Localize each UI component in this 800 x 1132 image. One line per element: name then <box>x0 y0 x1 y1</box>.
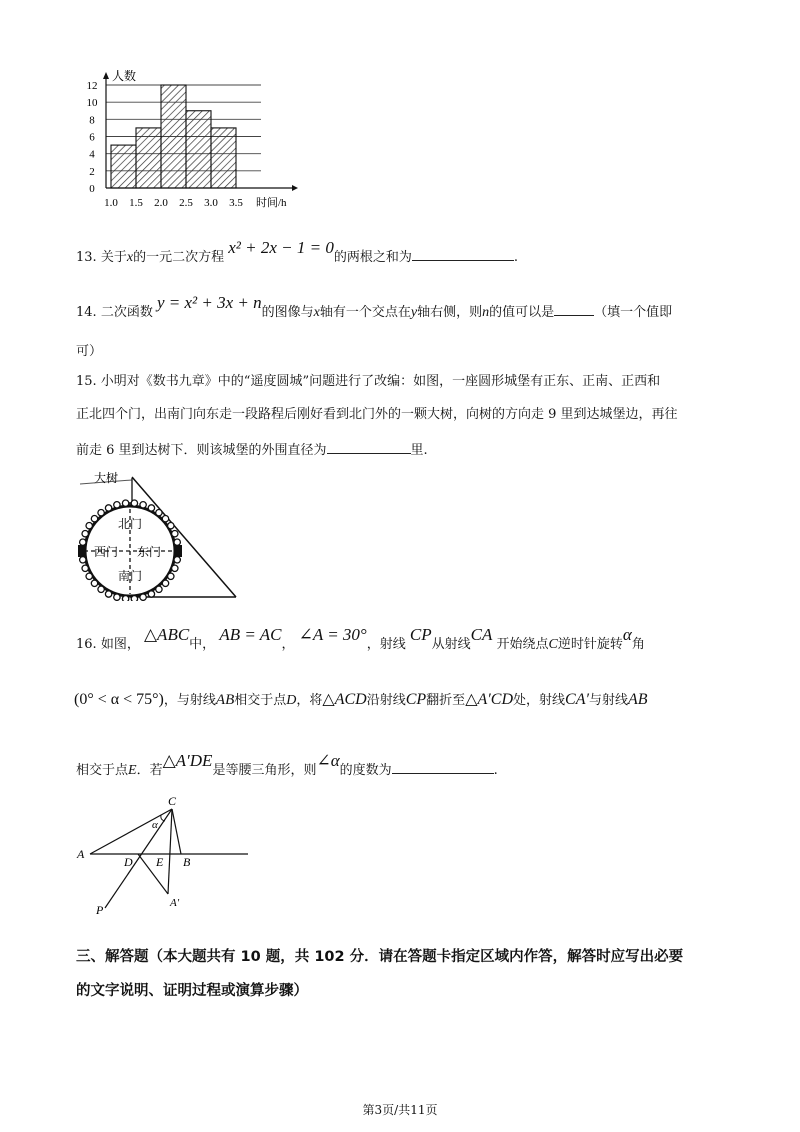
x-tick-label: 1.0 <box>104 197 118 209</box>
label-south-gate: 南门 <box>118 569 143 583</box>
y-tick-label: 6 <box>89 131 95 144</box>
wall-bead <box>91 580 97 586</box>
wall-bead <box>131 500 137 506</box>
wall-bead <box>98 586 104 592</box>
unit: 里. <box>410 443 428 458</box>
wall-bead <box>91 516 97 522</box>
page-footer: 第3页/共11页 <box>362 1103 438 1117</box>
answer-blank <box>554 303 594 316</box>
section-3-heading-line-2: 的文字说明、证明过程或演算步骤） <box>76 983 308 999</box>
period: . <box>493 763 498 778</box>
question-text: 的图像与 <box>261 305 314 320</box>
y-tick-label: 12 <box>86 80 98 92</box>
question-text: ，将 <box>296 693 323 708</box>
question-text: 从射线 <box>431 637 471 652</box>
wall-bead <box>82 565 88 571</box>
ray-cp-2: CP <box>405 691 427 708</box>
x-tick-label: 3.5 <box>229 197 243 209</box>
wall-bead <box>86 573 92 579</box>
wall-bead <box>148 505 154 511</box>
question-text: 轴有一个交点在 <box>319 305 411 320</box>
wall-bead <box>156 510 162 516</box>
question-text: 角 <box>631 637 645 652</box>
equation: y = x² + 3x + n <box>156 293 262 312</box>
question-16-line-1 <box>76 625 645 652</box>
label-p: P <box>96 903 104 916</box>
histogram-bar <box>136 128 161 188</box>
wall-bead <box>86 523 92 529</box>
triangle-a1cd: △A′CD <box>465 691 513 708</box>
question-text: 关于 <box>100 250 127 265</box>
question-text: 如图， <box>100 637 140 652</box>
variable-x: x <box>313 305 320 320</box>
answer-blank <box>412 248 514 261</box>
wall-bead <box>105 591 111 597</box>
triangle-a1de: △A′DE <box>162 751 213 770</box>
question-text: 沿射线 <box>366 693 406 708</box>
wall-bead <box>98 510 104 516</box>
sight-line <box>132 477 236 597</box>
wall-bead <box>131 596 137 601</box>
variable-x: x <box>126 250 134 265</box>
triangle-abc: △ABC <box>143 625 190 644</box>
question-text: 的一元二次方程 <box>133 250 225 265</box>
question-13 <box>76 238 518 265</box>
variable-y: y <box>410 305 418 320</box>
x-tick-label: 1.5 <box>129 197 143 209</box>
histogram-bar <box>211 128 236 188</box>
wall-bead <box>148 591 154 597</box>
histogram-bar <box>186 111 211 188</box>
question-text: ．若 <box>136 763 163 778</box>
wall-bead <box>80 539 86 545</box>
question-text: ， <box>281 637 295 652</box>
alpha: α <box>622 625 632 644</box>
question-text: 轴右侧，则 <box>417 305 483 320</box>
point-c: C <box>548 637 558 652</box>
wall-bead <box>114 594 120 600</box>
question-text: 相交于点 <box>76 763 129 778</box>
question-text: 中， <box>189 637 216 652</box>
alpha-range: (0° < α < 75°) <box>74 691 164 708</box>
question-text: （填一个值即 <box>594 305 673 320</box>
label-d: D <box>124 855 133 869</box>
question-text: 开始绕点 <box>496 637 549 652</box>
question-number: 14. <box>76 305 97 320</box>
label-alpha: α <box>152 819 158 831</box>
answer-blank <box>392 761 494 774</box>
wall-bead <box>114 502 120 508</box>
section-3-heading-line-1: 三、解答题（本大题共有 10 题，共 102 分．请在答题卡指定区域内作答，解答时应写出必要 <box>76 949 684 965</box>
question-text: 翻折至 <box>426 693 466 708</box>
ray-ab-2: AB <box>627 691 648 708</box>
wall-bead <box>174 557 180 563</box>
question-text: 与射线 <box>588 693 628 708</box>
y-axis-arrow <box>103 72 109 79</box>
west-gate-mark <box>78 545 85 557</box>
question-15-line-1: 15. 小明对《数书九章》中的“遥度圆城”问题进行了改编：如图，一座圆形城堡有正东、正南、正西和 <box>76 374 661 389</box>
histogram-bar <box>161 85 186 188</box>
period: . <box>513 250 518 265</box>
question-15-line-2: 正北四个门，出南门向东走一段路程后刚好看到北门外的一颗大树，向树的方向走 9 里到达城堡边，再往 <box>76 407 678 422</box>
question-text: 前走 6 里到达树下．则该城堡的外围直径为 <box>76 443 327 458</box>
angle-a: ∠A = 30° <box>298 625 367 644</box>
question-text: 的值可以是 <box>489 305 555 320</box>
equation-ab-ac: AB = AC <box>219 625 282 644</box>
y-tick-label: 8 <box>89 114 95 127</box>
label-east-gate: 东门 <box>137 545 162 559</box>
ray-cp: CP <box>409 625 432 644</box>
question-text: 是等腰三角形，则 <box>212 763 317 778</box>
variable-n: n <box>482 305 490 320</box>
question-text: ，射线 <box>366 637 406 652</box>
y-axis-label: 人数 <box>112 70 137 83</box>
wall-bead <box>168 523 174 529</box>
y-tick-label: 2 <box>89 165 95 178</box>
question-text: 逆时针旋转 <box>557 637 623 652</box>
wall-bead <box>105 505 111 511</box>
question-text: 的两根之和为 <box>333 250 412 265</box>
wall-bead <box>172 531 178 537</box>
question-text: 处，射线 <box>513 693 566 708</box>
question-text: 相交于点 <box>234 693 287 708</box>
x-axis-arrow <box>292 185 298 191</box>
castle-figure <box>74 466 244 601</box>
wall-bead <box>122 596 128 601</box>
label-c: C <box>168 794 177 808</box>
segment-cb <box>172 809 181 854</box>
question-text: 二次函数 <box>100 305 153 320</box>
triangle-acd: △ACD <box>322 691 367 708</box>
label-tree: 大树 <box>94 471 119 485</box>
x-tick-label: 3.0 <box>204 197 218 209</box>
label-e: E <box>156 855 164 869</box>
y-tick-label: 0 <box>89 183 95 195</box>
x-axis-label: 时间/h <box>256 197 287 209</box>
x-tick-label: 2.0 <box>154 197 168 209</box>
segment-ac <box>90 809 172 854</box>
question-text: ，与射线 <box>163 693 216 708</box>
label-west-gate: 西门 <box>94 545 119 559</box>
wall-bead <box>122 500 128 506</box>
geometry-figure <box>72 794 252 916</box>
histogram-bar <box>111 145 136 188</box>
x-tick-label: 2.5 <box>179 197 193 209</box>
label-b: B <box>183 855 191 869</box>
question-text: 的度数为 <box>339 763 392 778</box>
wall-bead <box>80 557 86 563</box>
question-16-line-2 <box>74 692 648 708</box>
equation: x² + 2x − 1 = 0 <box>228 238 334 257</box>
label-a: A <box>77 847 85 861</box>
question-14-line-2: 可） <box>76 344 103 359</box>
question-number: 13. <box>76 250 97 265</box>
y-tick-label: 10 <box>86 97 98 110</box>
wall-bead <box>140 594 146 600</box>
wall-bead <box>156 586 162 592</box>
question-15-line-3 <box>76 441 428 457</box>
wall-bead <box>162 580 168 586</box>
wall-bead <box>168 573 174 579</box>
y-tick-label: 4 <box>89 148 95 161</box>
wall-bead <box>140 502 146 508</box>
segment-da1 <box>138 854 168 894</box>
question-16-line-3 <box>76 751 498 778</box>
question-14 <box>76 293 673 320</box>
segment-ca1 <box>168 809 172 894</box>
east-gate-mark <box>175 545 182 557</box>
label-north-gate: 北门 <box>118 517 143 531</box>
wall-bead <box>174 539 180 545</box>
angle-alpha: ∠α <box>316 751 340 770</box>
question-number: 16. <box>76 637 97 652</box>
ray-ab: AB <box>215 692 235 708</box>
histogram-chart <box>80 70 310 210</box>
point-d: D <box>286 693 297 708</box>
label-a-prime: A′ <box>170 897 180 909</box>
ray-ca: CA <box>470 625 493 644</box>
wall-bead <box>82 531 88 537</box>
wall-bead <box>162 516 168 522</box>
ray-ca1: CA′ <box>565 691 589 708</box>
point-e: E <box>128 763 137 778</box>
wall-bead <box>172 565 178 571</box>
answer-blank <box>327 441 411 454</box>
